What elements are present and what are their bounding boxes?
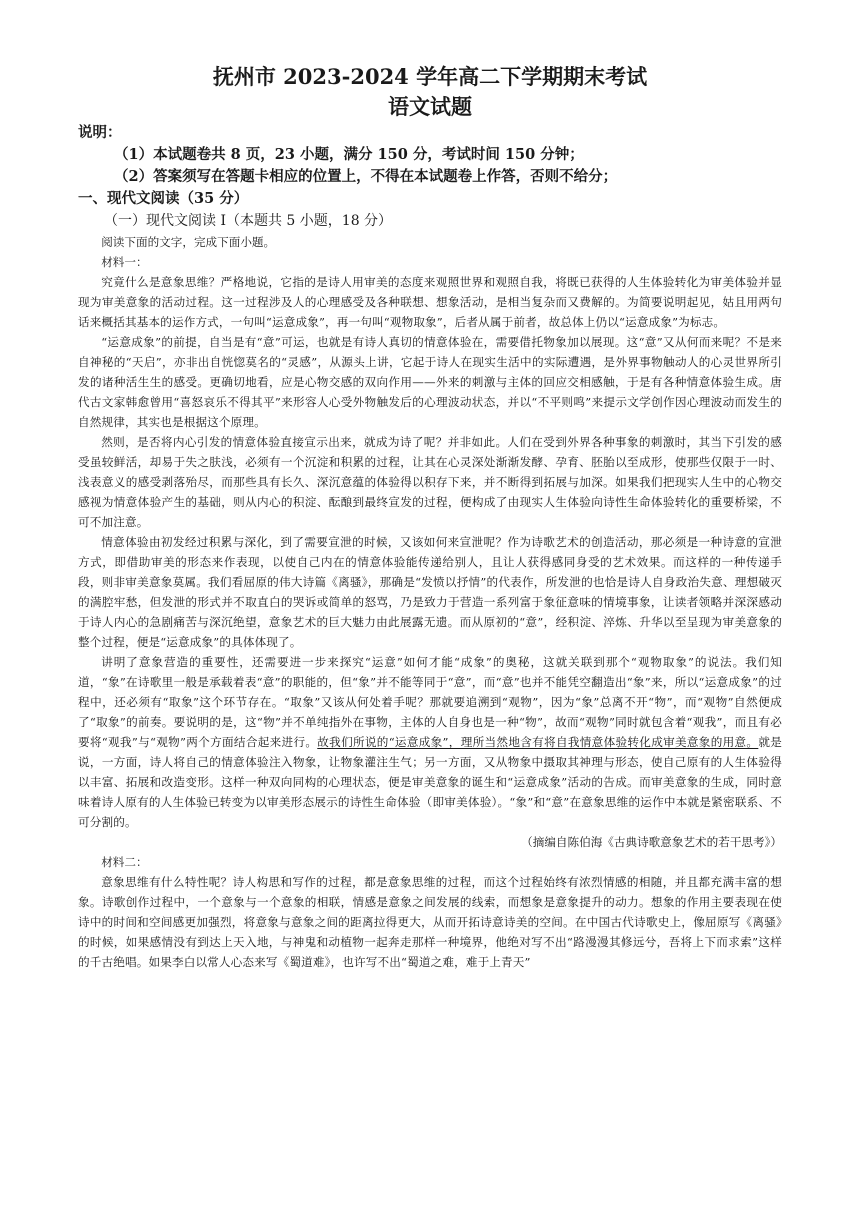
subsection-heading: （一）现代文阅读 I（本题共 5 小题，18 分） — [104, 213, 393, 229]
material-1-paragraph-4: 情意体验由初发经过积累与深化，到了需要宣泄的时候，又该如何来宣泄呢？作为诗歌艺术的创造活动，那必须是一种诗意的宣泄方式，即借助审美的形态来作表现，以使自己内在的情意体验能传递给别人，且让人获得感同身受的艺术效果。而这样的一种传递手段，则非审美意象莫属。我们看屈原的伟大诗篇《离骚》，那确是“发愤以抒情”的代表作，所发泄的也恰是诗人自身政治失意、理想破灭的满腔牢愁，但发泄的形式并不取直白的哭诉或简单的怒骂，乃是致力于营造一系列富于象征意味的情境事象，让读者领略并深深感动于诗人内心的急剧痛苦与深沉绝望，意象艺术的巨大魅力由此展露无遗。而从原初的“意”，经积淀、淬炼、升华以至呈现为审美意象的整个过程，便是“运意成象”的具体体现了。 — [78, 535, 782, 649]
material-1-label: 材料一： — [101, 255, 148, 269]
exam-title: 抚州市 2023-2024 学年高二下学期期末考试 — [212, 64, 648, 89]
material-1-paragraph-2: “运意成象”的前提，自当是有“意”可运，也就是有诗人真切的情意体验在，需要借托物象加以展现。这“意”又从何而来呢？不是来自神秘的“天启”，亦非出自恍惚莫名的“灵感”，从源头上讲，它起于诗人在现实生活中的实际遭遇，是外界事物触动人的心灵世界所引发的诸种活生生的感受。更确切地看，应是心物交感的双向作用——外来的刺激与主体的回应交相感触，于是有各种情意体验生成。唐代古文家韩愈曾用“喜怒哀乐不得其平”来形容人心受外物触发后的心理波动状态，并以“不平则鸣”来提示文学创作因心理波动而发生的自然规律，其实也是根据这个原理。 — [78, 335, 782, 429]
material-1-source: （摘编自陈伯海《古典诗歌意象艺术的若干思考》） — [521, 835, 782, 849]
reading-instruction: 阅读下面的文字，完成下面小题。 — [101, 235, 276, 249]
material-1-paragraph-3: 然则，是否将内心引发的情意体验直接宣示出来，就成为诗了呢？并非如此。人们在受到外界各种事象的刺激时，其当下引发的感受虽较鲜活，却易于失之肤浅，必须有一个沉淀和积累的过程，让其在心灵深处渐渐发酵、孕育、胚胎以至成形，使那些仅限于一时、浅表意义的感受剥落殆尽，而那些具有长久、深沉意蕴的体验得以积存下来，并不断得到拓展与加深。如果我们把现实人生中的心物交感视为情意体验产生的基础，则从内心的积淀、酝酿到最终宣发的过程，便构成了由现实人生体验向诗性生命体验转化的重要桥梁，不可不加注意。 — [78, 435, 782, 529]
notes-label: 说明： — [78, 124, 122, 141]
material-1-paragraph-1: 究竟什么是意象思维？严格地说，它指的是诗人用审美的态度来观照世界和观照自我，将既已获得的人生体验转化为审美体验并显现为审美意象的活动过程。这一过程涉及人的心理感受及各种联想、想象活动，是相当复杂而又费解的。为简要说明起见，姑且用两句话来概括其基本的运作方式，一句叫“运意成象”，再一句叫“观物取象”，后者从属于前者，故总体上仍以“运意成象”为标志。 — [78, 275, 782, 329]
material-2-paragraph-1: 意象思维有什么特性呢？诗人构思和写作的过程，都是意象思维的过程，而这个过程始终有浓烈情感的相随，并且都充满丰富的想象。诗歌创作过程中，一个意象与一个意象的相联，情感是意象之间发展的线索，而想象是意象提升的动力。想象的作用主要表现在使诗中的时间和空间感更加强烈，将意象与意象之间的距离拉得更大，从而开拓诗意诗美的空间。在中国古代诗歌史上，像屈原写《离骚》的时候，如果感情没有到达上天入地，与神鬼和动植物一起奔走那样一种境界，他绝对写不出“路漫漫其修远兮，吾将上下而求索”这样的千古绝唱。如果李白以常人心态来写《蜀道难》，也许写不出“蜀道之难，难于上青天” — [78, 875, 782, 969]
underlined-sentence: 故我们所说的“运意成象”，理所当然地含有将自我情意体验转化成审美意象的用意。 — [317, 735, 759, 749]
material-2-label: 材料二： — [101, 855, 148, 869]
material-1-paragraph-5 — [78, 652, 782, 832]
section-heading: 一、现代文阅读（35 分） — [78, 190, 249, 207]
exam-subject-title: 语文试题 — [388, 94, 472, 119]
note-item-2: （2）答案须写在答题卡相应的位置上，不得在本试题卷上作答，否则不给分； — [114, 168, 618, 185]
paragraph-5-part-a: 讲明了意象营造的重要性，还需要进一步来探究“运意”如何才能“成象”的奥秘，这就关联到那个“观物取象”的说法。我们知道，“象”在诗歌里一般是承载着表“意”的职能的，但“象”并不能等同于“意”，而“意”也并不能凭空翻造出“象”来，所以“运意成象”的过程中，还必须有“取象”这个环节存在。“取象”又该从何处着手呢？那就要追溯到“观物”，因为“象”总离不开“物”，而“观物”自然便成了“取象”的前奏。要说明的是，这“物”并不单纯指外在事物，主体的人自身也是一种“物”，故而“观物”同时就包含着“观我”，而且有必要将“观我”与“观物”两个方面结合起来进行。 — [78, 655, 782, 749]
note-item-1: （1）本试题卷共 8 页，23 小题，满分 150 分，考试时间 150 分钟； — [114, 146, 584, 163]
paragraph-5-part-b: 就是说，一方面，诗人将自己的情意体验注入物象，让物象灌注生气；另一方面，又从物象中摄取其神理与形态，使自己原有的人生体验得以丰富、拓展和改造变形。这样一种双向同构的心理状态，便是审美意象的诞生和“运意成象”活动的告成。而审美意象的生成，同时意味着诗人原有的人生体验已转变为以审美形态展示的诗性生命体验（即审美体验）。“象”和“意”在意象思维的运作中本就是紧密联系、不可分割的。 — [78, 735, 782, 829]
